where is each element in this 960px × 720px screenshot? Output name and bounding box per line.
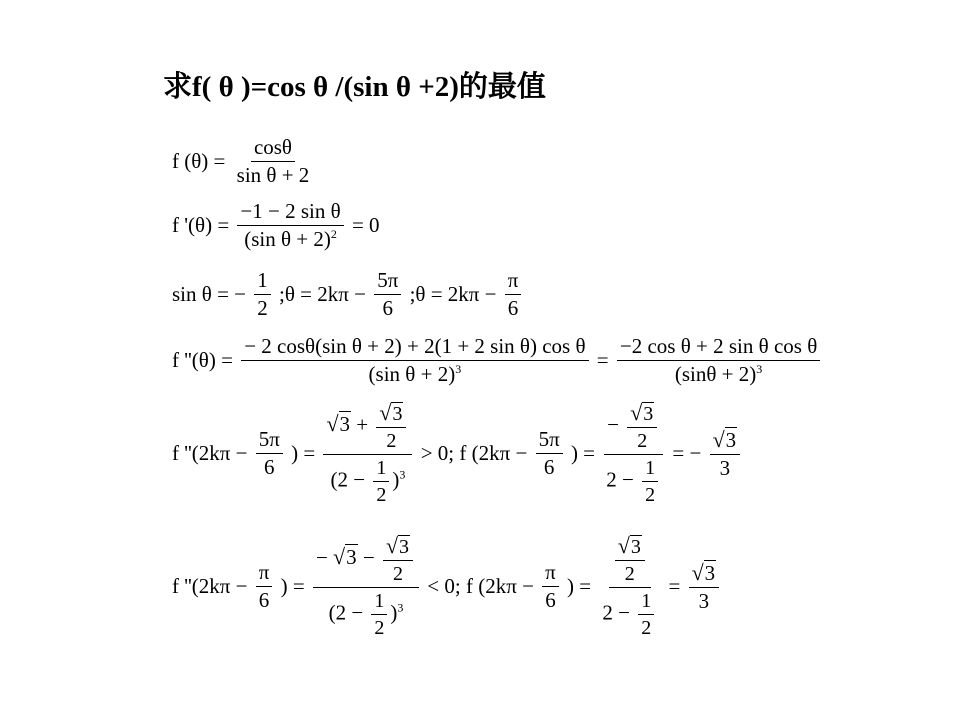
eq4-exp2: 3 <box>756 362 763 376</box>
sqrt-3-eq6-result: √3 <box>691 559 716 585</box>
equation-second-derivative <box>172 336 823 385</box>
eq4-equals: = <box>596 348 609 372</box>
equation-critical-points <box>172 270 524 319</box>
problem-title: 求f( θ )=cos θ /(sin θ +2)的最值 <box>163 71 546 103</box>
eq5-den2-frac: $\frac{1}{2}$ <box>642 458 658 505</box>
eq2-numerator: −1 − 2 sin θ <box>237 201 343 226</box>
eq4-den2-text: (sinθ + 2) <box>674 362 757 386</box>
eq5-lhs1: f ''(2kπ − <box>172 441 248 465</box>
eq6-big-frac1 <box>313 535 419 638</box>
eq4-frac1-den <box>366 361 465 385</box>
eq3-frac2-num: 5π <box>374 270 401 295</box>
eq5-result: $\frac{√3}{3}$ <box>710 429 741 479</box>
eq6-inner-frac: $\frac{√3}{2}$ <box>383 535 413 584</box>
eq5-inner-frac <box>376 402 406 451</box>
eq5-arg-num: 5π <box>256 429 283 454</box>
eq6-pos-frac: $\frac{√3}{2}$ <box>615 535 645 584</box>
eq2-fraction <box>237 201 343 250</box>
eq2-lhs: f '(θ) = <box>172 213 230 237</box>
eq3-frac3-num: π <box>505 270 522 295</box>
eq6-result: $\frac{√3}{3}$ <box>689 562 720 612</box>
sqrt-3-inner: √3 <box>379 400 403 425</box>
eq5-arg-den: 6 <box>264 455 275 479</box>
sqrt-3-eq6-pos: √3 <box>617 533 641 558</box>
eq5-close2: ) = <box>570 441 596 465</box>
eq6-lhs2: f (2kπ − <box>465 574 534 598</box>
eq5-eq: = − <box>672 441 702 465</box>
eq5-big-num2: − $\frac{√3}{2}$ <box>604 402 663 455</box>
eq5-plus: + <box>356 412 369 437</box>
eq3-frac1 <box>254 270 271 319</box>
eq3-part2: ;θ = 2kπ − <box>279 282 366 306</box>
equation-evaluate-5pi-6 <box>172 402 743 505</box>
eq1-numerator: cosθ <box>251 137 295 162</box>
equation-first-derivative <box>172 201 380 250</box>
eq3-frac3-den: 6 <box>507 296 519 320</box>
eq3-part1: sin θ = − <box>172 282 247 306</box>
eq3-frac2 <box>374 270 401 319</box>
sqrt-3-eq6-inner: √3 <box>385 533 410 558</box>
eq4-frac2-den <box>672 361 765 385</box>
eq3-frac3 <box>505 270 522 319</box>
eq2-exponent: 2 <box>330 227 337 241</box>
eq5-big-num1 <box>323 402 412 455</box>
eq6-big-num2 <box>609 535 651 588</box>
eq4-frac1-num: − 2 cosθ(sin θ + 2) + 2(1 + 2 sin θ) cos θ <box>241 336 588 361</box>
eq5-neg-frac: $\frac{√3}{2}$ <box>627 402 657 451</box>
eq6-big-den1: (2 − $\frac{1}{2}$ )$^3$ <box>328 590 404 639</box>
eq6-lt: < 0; <box>427 574 461 598</box>
eq5-arg-frac2: $\frac{5\pi}{6}$ <box>536 429 563 478</box>
eq6-lhs1: f ''(2kπ − <box>172 574 248 598</box>
eq4-frac1 <box>241 336 588 385</box>
eq5-den-open: (2 − <box>330 467 366 492</box>
sqrt-3-eq6: √3 <box>333 544 357 570</box>
eq6-big-den2: 2 − $\frac{1}{2}$ <box>599 588 660 638</box>
eq6-den2-frac: $\frac{1}{2}$ <box>638 591 654 638</box>
eq3-frac2-den: 6 <box>382 296 393 320</box>
sqrt-3: √3 <box>326 411 351 437</box>
eq1-fraction <box>234 137 313 186</box>
eq1-denominator: sin θ + 2 <box>236 163 310 187</box>
eq3-frac1-den: 2 <box>257 296 268 320</box>
equation-function <box>172 137 315 186</box>
sqrt-3-result: √3 <box>712 426 737 452</box>
equation-evaluate-pi-6: f ''(2kπ − $\frac{\pi}{6}$ ) = − √3 − $\frac{√3}{2}$ (2 − $\frac{1}{2}$ )$^3$ < 0; f (2kπ − $\frac{\pi}{6}$ ) = $\frac{√3}{2}$ 2 − $\frac{1}{2}$ = $\frac{√3}{3}$ <box>172 535 722 638</box>
eq5-big-frac2 <box>603 402 664 505</box>
eq5-big-den1: (2 − $\frac{1}{2}$ )$^3$ <box>330 457 406 506</box>
eq5-big-den2: 2 − $\frac{1}{2}$ <box>603 455 664 505</box>
eq5-arg-frac <box>256 429 283 478</box>
eq5-gt: > 0; <box>420 441 455 465</box>
eq2-den-text: (sin θ + 2) <box>244 227 331 251</box>
eq5-inner-den: 2 <box>386 430 397 452</box>
eq3-part3: ;θ = 2kπ − <box>409 282 497 306</box>
eq5-big-frac1 <box>323 402 412 505</box>
sqrt-3-neg: √3 <box>630 400 654 425</box>
eq2-denominator <box>241 226 340 250</box>
eq4-lhs: f ''(θ) = <box>172 348 233 372</box>
eq1-lhs: f (θ) = <box>172 149 226 173</box>
eq4-frac2-num: −2 cos θ + 2 sin θ cos θ <box>617 336 820 361</box>
eq4-frac2 <box>617 336 820 385</box>
eq6-arg-frac: $\frac{\pi}{6}$ <box>256 562 273 611</box>
eq5-den-frac: $\frac{1}{2}$ <box>373 458 389 505</box>
eq5-close1: ) = <box>291 441 316 465</box>
eq5-lhs2: f (2kπ − <box>459 441 528 465</box>
eq2-rhs: = 0 <box>351 213 380 237</box>
eq6-big-frac2 <box>599 535 660 638</box>
eq4-den1-text: (sin θ + 2) <box>368 362 456 386</box>
eq4-exp1: 3 <box>455 362 462 376</box>
eq3-frac1-num: 1 <box>254 270 271 295</box>
eq6-big-num1: − √3 − $\frac{√3}{2}$ <box>313 535 419 588</box>
eq6-arg-frac2: $\frac{\pi}{6}$ <box>542 562 559 611</box>
eq6-den-frac: $\frac{1}{2}$ <box>371 591 387 638</box>
